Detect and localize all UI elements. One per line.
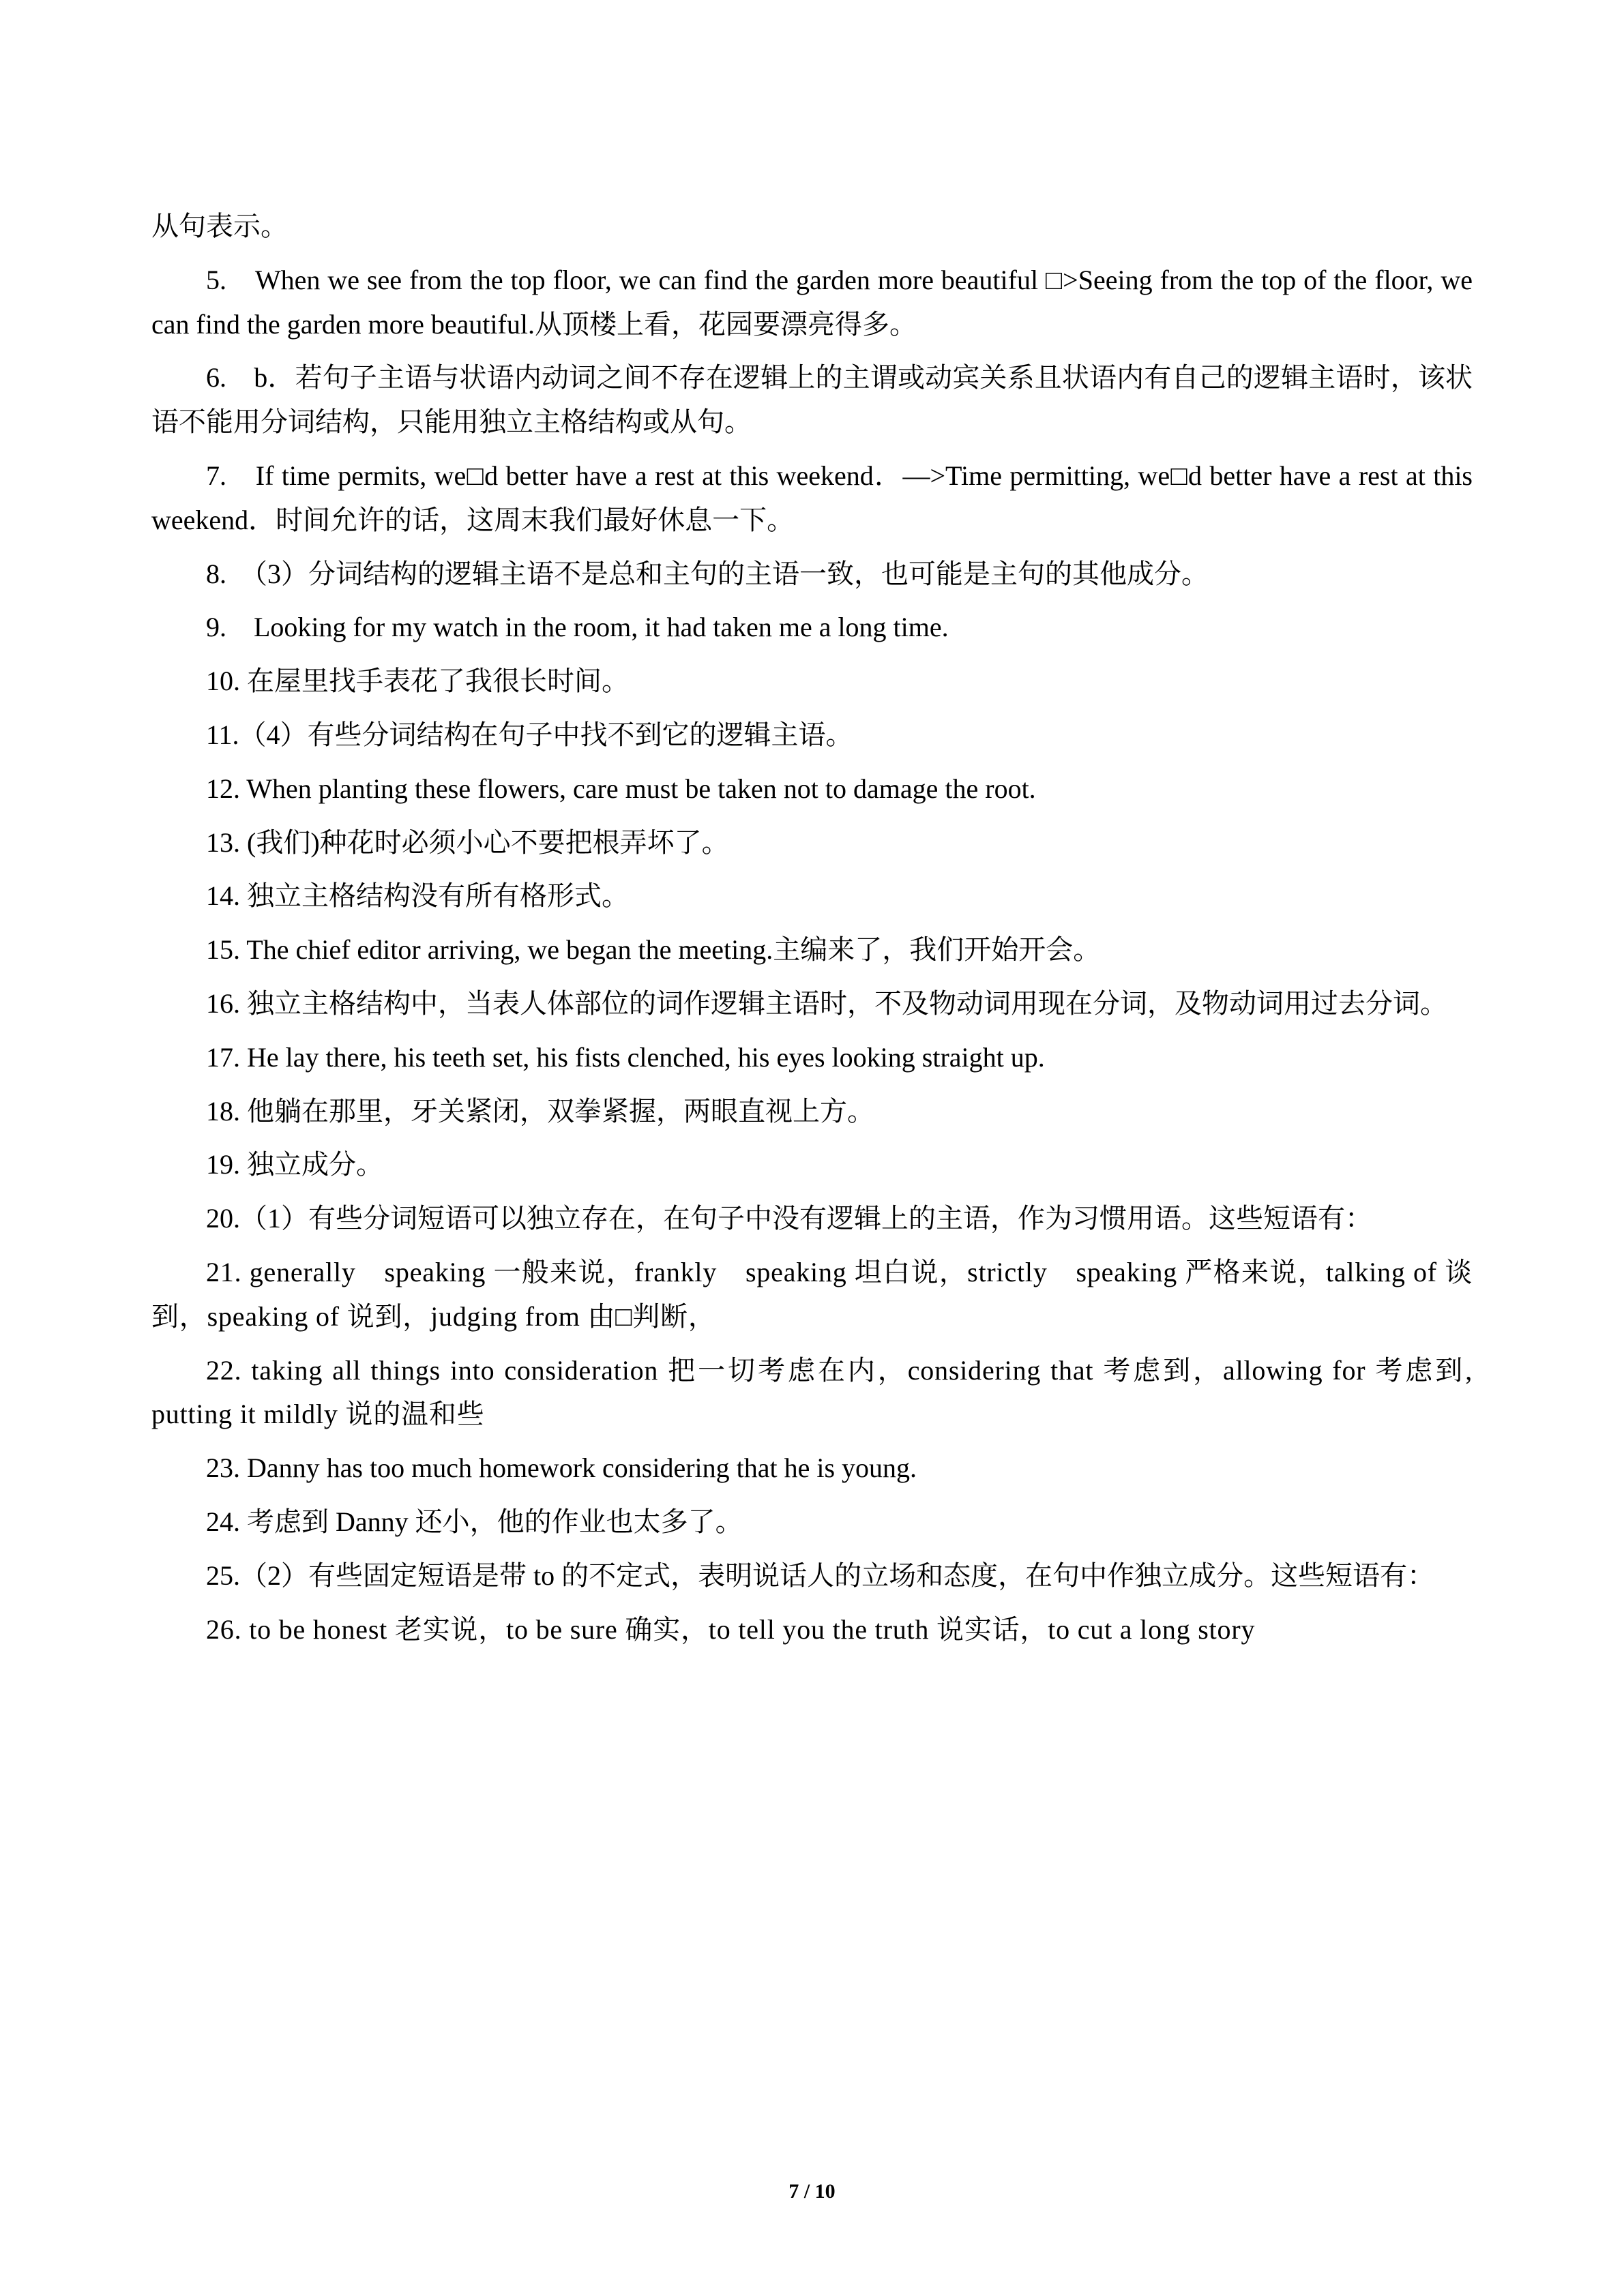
paragraph-line-17: 17. He lay there, his teeth set, his fists clenched, his eyes looking straight up. (206, 1041, 1045, 1073)
paragraph-line-14: 14. 独立主格结构没有所有格形式。 (206, 880, 629, 912)
paragraph-line-24: 24. 考虑到 Danny 还小，他的作业也太多了。 (206, 1506, 743, 1537)
page-number-footer: 7 / 10 (788, 2180, 836, 2203)
paragraph-line-10: 10. 在屋里找手表花了我很长时间。 (206, 666, 629, 697)
paragraph-line-23: 23. Danny has too much homework considering that he is young. (206, 1452, 917, 1484)
paragraph-line-25: 25.（2）有些固定短语是带 to 的不定式，表明说话人的立场和态度，在句中作独立成分。这些短语有： (206, 1560, 1435, 1591)
paragraph-line-21: 21. generally speaking 一般来说，frankly speaking 坦白说，strictly speaking 严格来说，talking of 谈到，speaking of 说到，judging from 由□判断， (151, 1256, 1473, 1332)
paragraph-line-9: 9. Looking for my watch in the room, it had taken me a long time. (206, 612, 949, 643)
paragraph-line-7: 7. If time permits, we□d better have a rest at this weekend．—>Time permitting, we□d better have a rest at this weekend．时间允许的话，这周末我们最好休息一下。 (151, 460, 1473, 535)
paragraph-line-0: 从句表示。 (151, 211, 288, 241)
paragraph-line-6: 6. b．若句子主语与状语内动词之间不存在逻辑上的主谓或动宾关系且状语内有自己的逻辑主语时，该状语不能用分词结构，只能用独立主格结构或从句。 (151, 362, 1473, 438)
document-body (151, 205, 1473, 1652)
paragraph-line-18: 18. 他躺在那里，牙关紧闭，双拳紧握，两眼直视上方。 (206, 1095, 874, 1127)
paragraph-line-15: 15. The chief editor arriving, we began the meeting.主编来了，我们开始开会。 (206, 934, 1101, 966)
paragraph-line-20: 20.（1）有些分词短语可以独立存在，在句子中没有逻辑上的主语，作为习惯用语。这些短语有： (206, 1203, 1372, 1234)
paragraph-line-11: 11.（4）有些分词结构在句子中找不到它的逻辑主语。 (206, 719, 853, 750)
paragraph-line-12: 12. When planting these flowers, care must be taken not to damage the root. (206, 773, 1036, 804)
paragraph-line-8: 8. （3）分词结构的逻辑主语不是总和主句的主语一致，也可能是主句的其他成分。 (206, 558, 1209, 589)
paragraph-line-13: 13. (我们)种花时必须小心不要把根弄坏了。 (206, 826, 729, 858)
paragraph-line-22: 22. taking all things into consideration 把一切考虑在内，considering that 考虑到，allowing for 考虑到, putting it mildly 说的温和些 (151, 1354, 1473, 1430)
paragraph-line-16: 16. 独立主格结构中，当表人体部位的词作逻辑主语时，不及物动词用现在分词，及物动词用过去分词。 (206, 987, 1447, 1019)
paragraph-line-5: 5. When we see from the top floor, we can find the garden more beautiful □>Seeing from the top of the floor, we can find the garden more beautiful.从顶楼上看，花园要漂亮得多。 (151, 264, 1473, 340)
paragraph-line-26: 26. to be honest 老实说，to be sure 确实，to tell you the truth 说实话，to cut a long story (206, 1613, 1256, 1645)
paragraph-line-19: 19. 独立成分。 (206, 1149, 383, 1180)
